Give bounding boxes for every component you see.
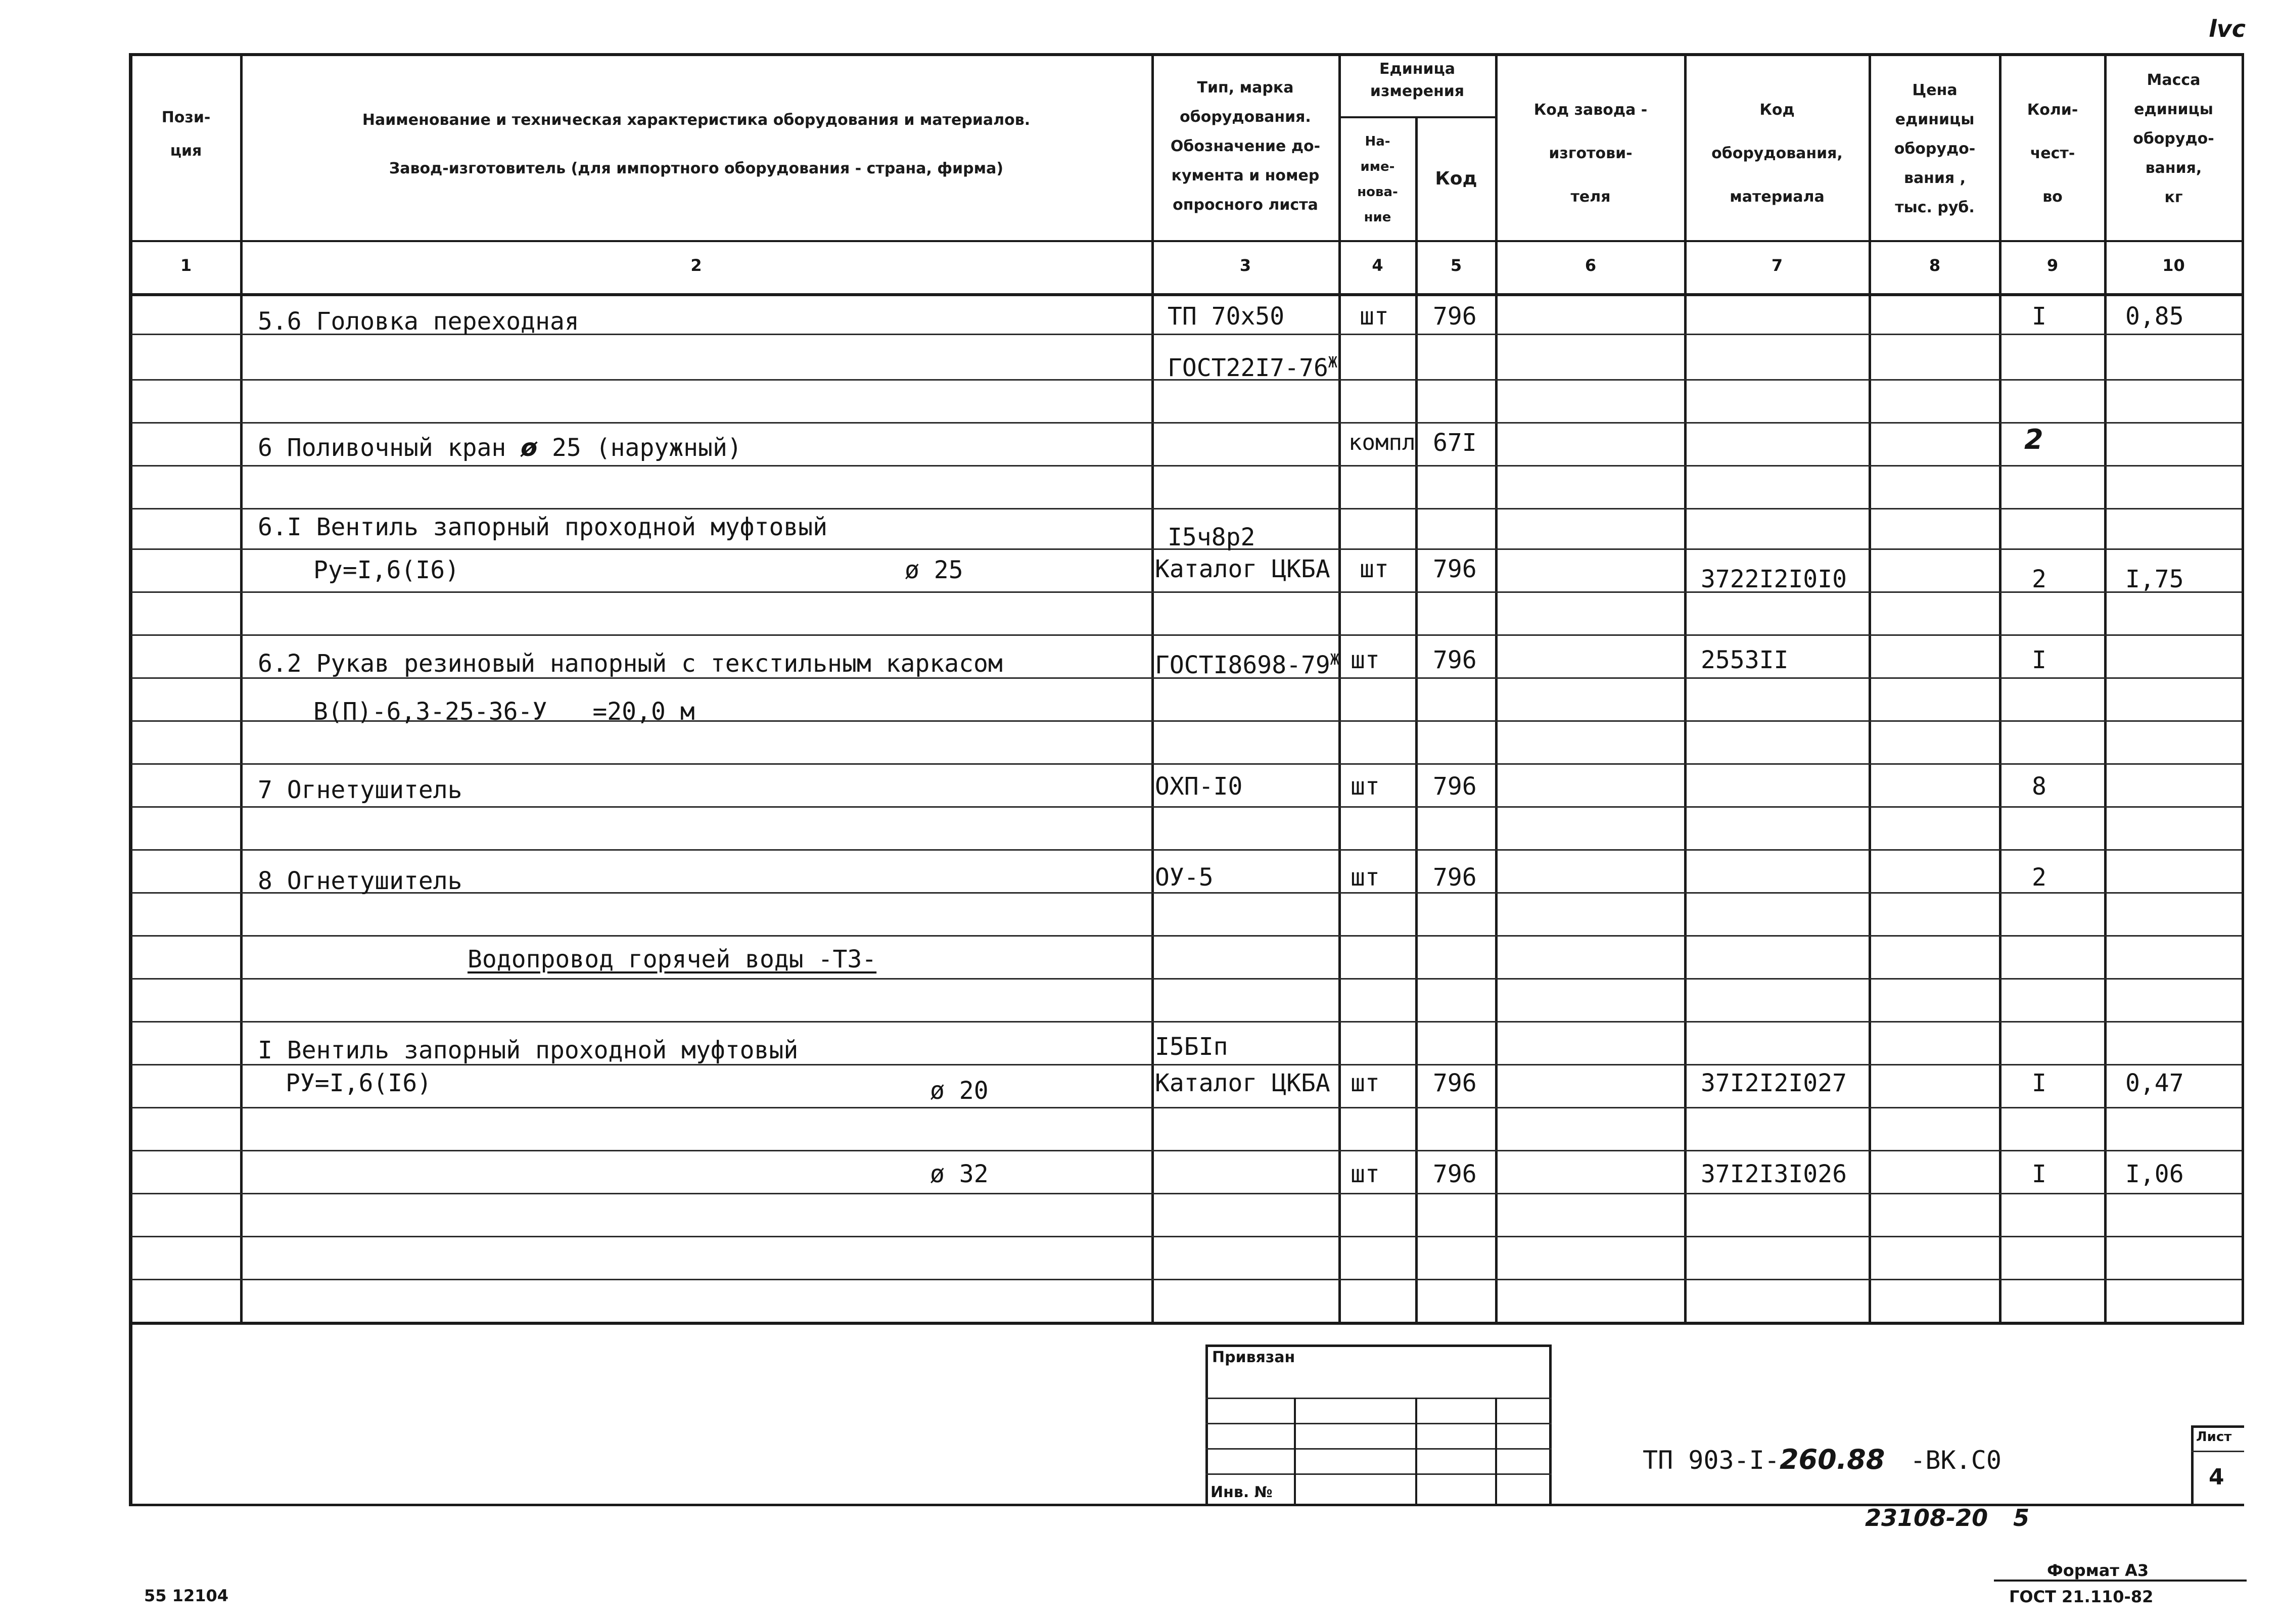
colnum-1: 1 <box>180 256 192 275</box>
item-type-standard: $ГОСТ22I7-76^Ж$ <box>1168 354 1337 382</box>
colnum-8: 8 <box>1929 256 1941 275</box>
col-line-2 <box>1151 53 1154 1324</box>
row-line <box>131 465 2242 467</box>
row-line <box>131 591 2242 593</box>
item-quantity: I <box>2032 1069 2046 1097</box>
stamp-col-line <box>1415 1398 1417 1506</box>
item-unit-code: 796 <box>1433 1160 1477 1188</box>
item-unit: шт <box>1351 772 1380 801</box>
item-type: ОУ-5 <box>1155 863 1214 892</box>
format-label: Формат А3 <box>2047 1561 2149 1580</box>
table-bottom-line <box>129 1322 2244 1325</box>
header-unit-group: Единица измерения <box>1370 60 1465 100</box>
item-type: $ГОСТI8698-79^Ж$ <box>1155 651 1339 679</box>
corner-mark: lvc <box>2209 15 2246 42</box>
item-unit-code: 796 <box>1433 863 1477 892</box>
row-line <box>131 634 2242 636</box>
item-type: Каталог ЦКБА <box>1155 555 1330 583</box>
sheet-box-line <box>2191 1451 2244 1452</box>
item-quantity: 2 <box>2024 424 2043 455</box>
item-unit-code: 796 <box>1433 302 1477 331</box>
colnum-5: 5 <box>1450 256 1462 275</box>
header-col7: Код оборудования, материала <box>1711 101 1843 206</box>
gost-label: ГОСТ 21.110-82 <box>2009 1587 2154 1606</box>
unit-group-line <box>1338 116 1495 118</box>
item-mass: I,75 <box>2125 565 2184 593</box>
col-line-5 <box>1495 53 1498 1324</box>
stamp-privyazan: Привязан <box>1212 1349 1295 1366</box>
row-line <box>131 1193 2242 1194</box>
item-name: 6 Поливочный кран ø 25 (наружный) <box>258 434 742 462</box>
doc-designation: ТП 903-I-260.88 -ВК.С0 <box>1643 1444 2001 1475</box>
header-col8: Цена единицы оборудо- вания , тыс. руб. <box>1894 81 1976 216</box>
frame-top-line <box>129 53 2244 56</box>
item-diameter: ø 32 <box>930 1160 989 1188</box>
colnum-2: 2 <box>690 256 702 275</box>
col-line-8 <box>1999 53 2001 1324</box>
item-unit: шт <box>1360 302 1389 331</box>
item-unit: шт <box>1351 1069 1380 1097</box>
header-col1: Пози- ция <box>161 109 211 160</box>
item-param: В(П)-6,3-25-36-У =20,0 м <box>313 698 695 726</box>
item-unit: шт <box>1351 863 1380 892</box>
sheet-number: 4 <box>2209 1464 2224 1490</box>
item-quantity: I <box>2032 302 2046 331</box>
item-diameter: ø 20 <box>930 1077 989 1105</box>
archive-number: 55 12104 <box>144 1586 228 1605</box>
section-title: Водопровод горячей воды -Т3- <box>468 945 877 973</box>
col-line-7 <box>1869 53 1871 1324</box>
row-line <box>131 849 2242 851</box>
handwritten-code: 23108-20 5 <box>1865 1504 2030 1532</box>
item-param: РУ=I,6(I6) <box>286 1069 432 1097</box>
row-line <box>131 1236 2242 1237</box>
header-col3: Тип, марка оборудования. Обозначение до- кумента и номер опросного листа <box>1170 79 1321 214</box>
row-line <box>131 1150 2242 1151</box>
item-material-code: 3722I2I0I0 <box>1701 565 1847 593</box>
colnum-4: 4 <box>1372 256 1383 275</box>
column-number-line <box>129 293 2244 296</box>
item-unit: компл <box>1348 430 1416 455</box>
item-material-code: 37I2I3I026 <box>1701 1160 1847 1188</box>
item-type: ТП 70х50 <box>1168 302 1285 331</box>
item-name: 5.6 Головка переходная <box>258 307 579 336</box>
stamp-col-line <box>1294 1398 1296 1506</box>
stamp-line <box>1205 1423 1552 1424</box>
item-quantity: I <box>2032 1160 2046 1188</box>
item-material-code: 2553II <box>1701 646 1789 674</box>
item-name: 6.2 Рукав резиновый напорный с текстильным каркасом <box>258 649 1003 678</box>
sheet-label: Лист <box>2196 1429 2232 1445</box>
colnum-6: 6 <box>1585 256 1597 275</box>
row-line <box>131 935 2242 937</box>
col-line-10 <box>2242 53 2244 1324</box>
header-col10: Масса единицы оборудо- вания, кг <box>2133 71 2214 206</box>
row-line <box>131 1279 2242 1280</box>
item-diameter: ø 25 <box>905 556 963 584</box>
row-line <box>131 1021 2242 1023</box>
item-quantity: I <box>2032 646 2046 674</box>
stamp-line <box>1205 1473 1552 1475</box>
item-quantity: 2 <box>2032 565 2046 593</box>
row-line <box>131 1107 2242 1108</box>
header-bottom-line <box>129 240 2244 242</box>
row-line <box>131 806 2242 808</box>
item-unit-code: 796 <box>1433 1069 1477 1097</box>
item-quantity: 8 <box>2032 772 2046 801</box>
item-unit: шт <box>1351 1160 1380 1188</box>
row-line <box>131 763 2242 765</box>
row-line <box>131 422 2242 424</box>
item-name: 6.I Вентиль запорный проходной муфтовый <box>258 513 828 541</box>
item-mass: I,06 <box>2125 1160 2184 1188</box>
col-line-6 <box>1684 53 1687 1324</box>
row-line <box>131 978 2242 980</box>
stamp-line <box>1205 1398 1552 1399</box>
item-type: I5ч8р2 <box>1168 523 1255 551</box>
stamp-box-outline <box>1205 1344 1552 1506</box>
colnum-3: 3 <box>1239 256 1251 275</box>
item-unit: шт <box>1351 646 1380 674</box>
stamp-line <box>1205 1448 1552 1450</box>
header-col5: Код <box>1435 168 1477 189</box>
item-quantity: 2 <box>2032 863 2046 892</box>
header-col9: Коли- чест- во <box>2027 101 2078 206</box>
item-unit-code: 67I <box>1433 429 1477 457</box>
item-unit: шт <box>1360 555 1389 583</box>
stamp-inv-number: Инв. № <box>1211 1483 1273 1501</box>
item-mass: 0,85 <box>2125 302 2184 331</box>
item-type: Каталог ЦКБА <box>1155 1069 1330 1097</box>
row-line <box>131 508 2242 509</box>
item-param: Ру=I,6(I6) <box>313 556 459 584</box>
item-material-code: 37I2I2I027 <box>1701 1069 1847 1097</box>
item-unit-code: 796 <box>1433 555 1477 583</box>
diameter-icon: ø <box>521 434 538 462</box>
item-mass: 0,47 <box>2125 1069 2184 1097</box>
header-col6: Код завода - изготови- теля <box>1533 101 1648 206</box>
col-line-1 <box>240 53 243 1324</box>
item-name: 8 Огнетушитель <box>258 867 462 895</box>
header-col4: На- име- нова- ние <box>1357 134 1398 225</box>
item-type: I5БIп <box>1155 1033 1228 1061</box>
item-name: 7 Огнетушитель <box>258 776 462 804</box>
colnum-10: 10 <box>2162 256 2185 275</box>
header-col2: Наименование и техническая характеристика оборудования и материалов. Завод-изготовитель (для импортного оборудования - страна, фирма) <box>362 111 1031 177</box>
colnum-7: 7 <box>1771 256 1783 275</box>
item-type: ОХП-I0 <box>1155 772 1243 801</box>
stamp-col-line <box>1495 1398 1497 1506</box>
col-line-3 <box>1338 53 1341 1324</box>
col-line-9 <box>2104 53 2107 1324</box>
item-unit-code: 796 <box>1433 772 1477 801</box>
item-name: I Вентиль запорный проходной муфтовый <box>258 1036 799 1064</box>
colnum-9: 9 <box>2046 256 2059 275</box>
item-unit-code: 796 <box>1433 646 1477 674</box>
bottom-line <box>1994 1580 2247 1582</box>
